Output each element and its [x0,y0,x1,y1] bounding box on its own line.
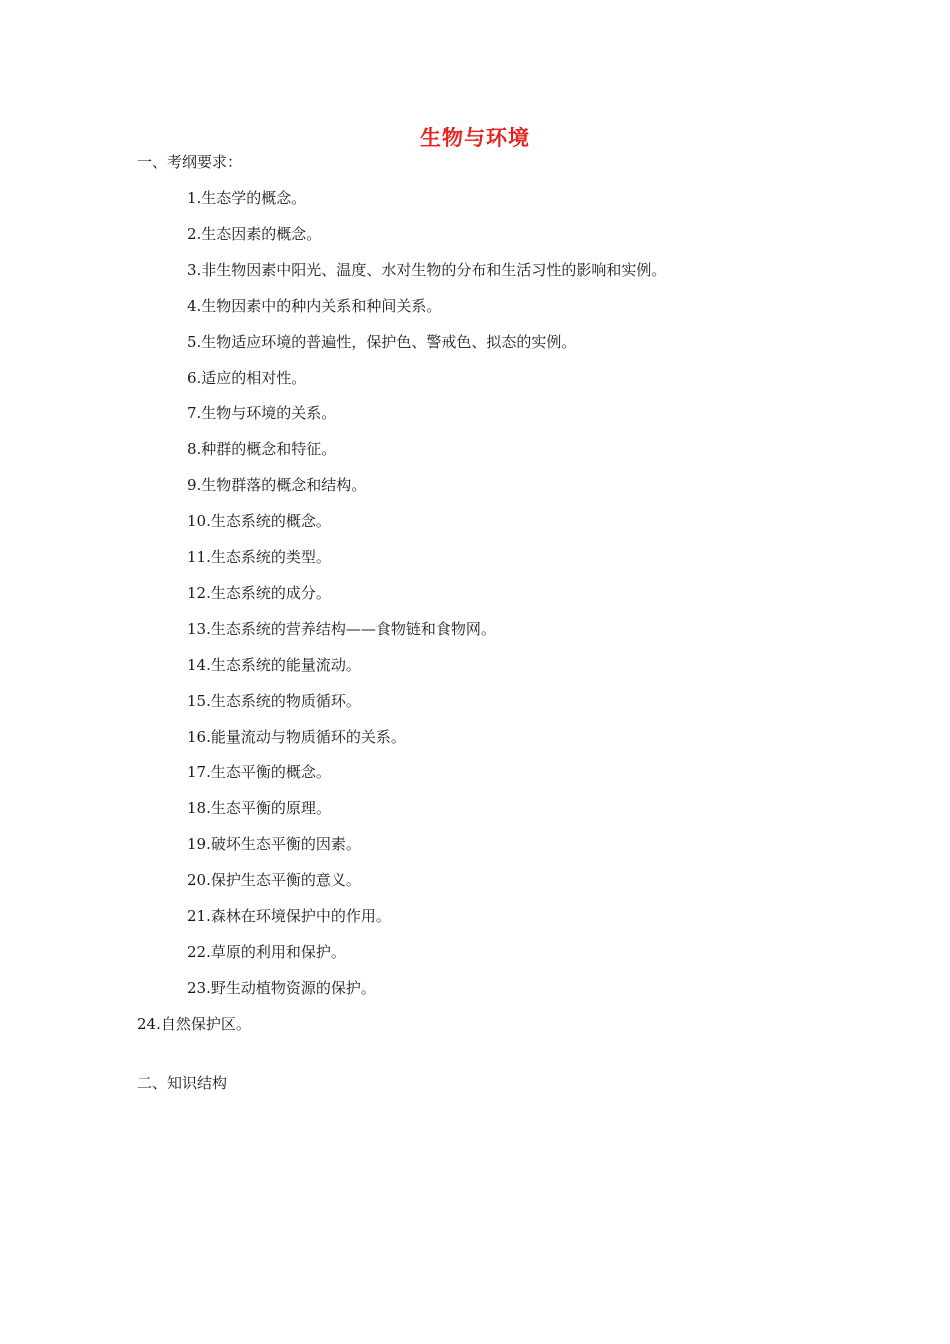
list-item: 7.生物与环境的关系。 [187,404,337,422]
section-heading-knowledge-structure: 二、知识结构 [137,1074,228,1092]
list-item: 22.草原的利用和保护。 [187,943,346,961]
list-item: 12.生态系统的成分。 [187,584,331,602]
list-item: 21.森林在环境保护中的作用。 [187,907,391,925]
list-item: 2.生态因素的概念。 [187,225,322,243]
list-item: 19.破坏生态平衡的因素。 [187,835,361,853]
list-item: 4.生物因素中的种内关系和种间关系。 [187,297,442,315]
list-item: 14.生态系统的能量流动。 [187,656,361,674]
list-item: 10.生态系统的概念。 [187,512,331,530]
list-item: 13.生态系统的营养结构——食物链和食物网。 [187,620,496,638]
section-heading-exam-requirements: 一、考纲要求： [137,153,243,171]
list-item: 9.生物群落的概念和结构。 [187,476,367,494]
list-item: 15.生态系统的物质循环。 [187,692,361,710]
list-item: 6.适应的相对性。 [187,369,307,387]
list-item: 20.保护生态平衡的意义。 [187,871,361,889]
list-item: 3.非生物因素中阳光、温度、水对生物的分布和生活习性的影响和实例。 [187,261,667,279]
list-item: 23.野生动植物资源的保护。 [187,979,376,997]
list-item: 8.种群的概念和特征。 [187,440,337,458]
list-item: 5.生物适应环境的普遍性，保护色、警戒色、拟态的实例。 [187,333,577,351]
list-item: 16.能量流动与物质循环的关系。 [187,728,406,746]
list-item-last: 24.自然保护区。 [137,1015,251,1033]
list-item: 11.生态系统的类型。 [187,548,331,566]
list-item: 18.生态平衡的原理。 [187,799,331,817]
list-item: 17.生态平衡的概念。 [187,763,331,781]
list-item: 1.生态学的概念。 [187,189,307,207]
document-title: 生物与环境 [420,126,530,150]
